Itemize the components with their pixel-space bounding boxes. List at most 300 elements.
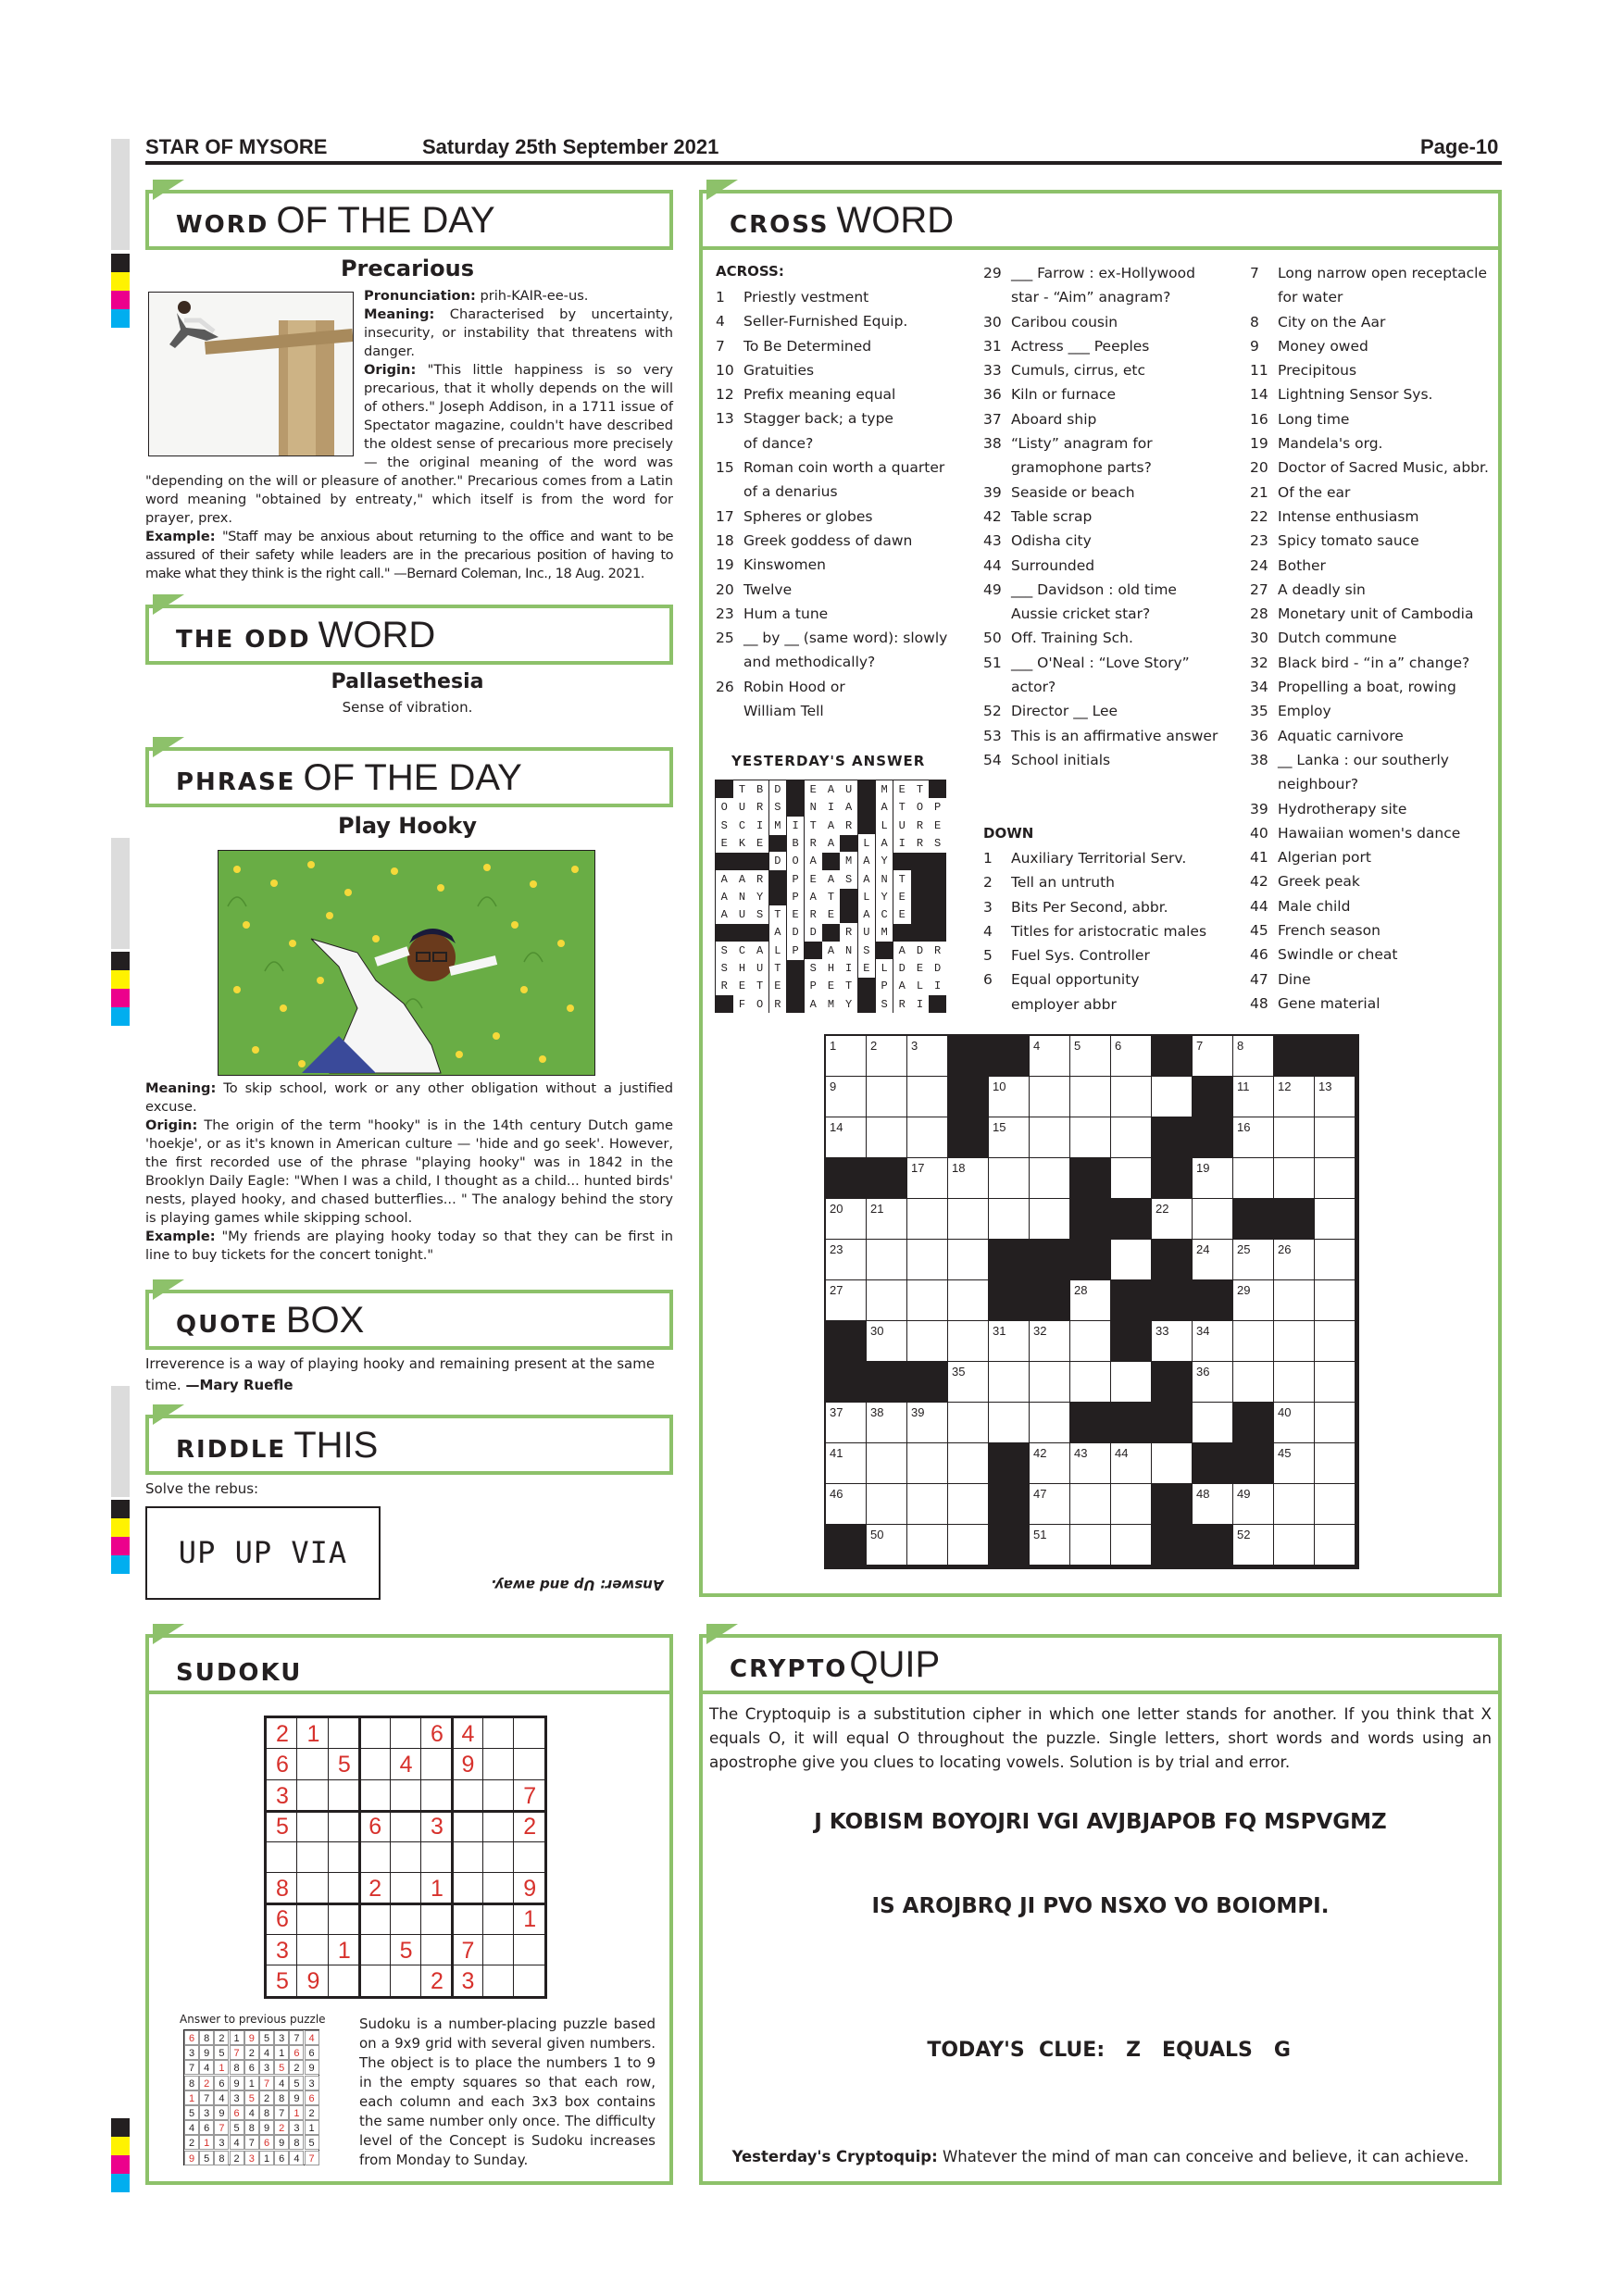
- sudoku-cell[interactable]: 6: [276, 1906, 289, 1933]
- sudoku-cell[interactable]: 6: [369, 1814, 382, 1841]
- crossword-cell[interactable]: 14: [826, 1117, 866, 1157]
- sudoku-cell[interactable]: [329, 1718, 360, 1750]
- crossword-cell[interactable]: 42: [1030, 1443, 1069, 1483]
- crossword-cell[interactable]: [1070, 1484, 1110, 1524]
- yesterday-cell: A: [822, 834, 840, 853]
- crossword-cell[interactable]: 33: [1152, 1321, 1192, 1361]
- crossword-cell[interactable]: 36: [1193, 1362, 1232, 1402]
- sudoku-cell[interactable]: 6: [276, 1752, 289, 1778]
- clue-row: [983, 310, 1218, 334]
- sudoku-cell[interactable]: [391, 1965, 422, 1997]
- sudoku-cell[interactable]: [514, 1718, 545, 1750]
- crossword-cell[interactable]: 13: [1315, 1077, 1355, 1117]
- yesterday-cell: P: [787, 942, 805, 960]
- sudoku-cell[interactable]: [391, 1873, 422, 1904]
- clue-number: 42: [983, 507, 1002, 525]
- sudoku-cell[interactable]: 2: [369, 1876, 382, 1902]
- yesterday-cell: R: [751, 870, 768, 889]
- sudoku-cell[interactable]: 2: [276, 1721, 289, 1747]
- crossword-cell[interactable]: [948, 1484, 988, 1524]
- crossword-cell[interactable]: 38: [867, 1403, 906, 1442]
- sudoku-cell[interactable]: 7: [523, 1782, 537, 1809]
- crossword-cell[interactable]: 39: [907, 1403, 947, 1442]
- crossword-cell[interactable]: [989, 1199, 1029, 1239]
- sudoku-cell[interactable]: [421, 1749, 453, 1780]
- quote-title: QUOTE BOX: [176, 1300, 365, 1341]
- sudoku-cell[interactable]: [297, 1903, 329, 1935]
- crossword-cell[interactable]: 7: [1193, 1036, 1232, 1076]
- crossword-cell[interactable]: [1070, 1117, 1110, 1157]
- sudoku-cell[interactable]: [391, 1842, 422, 1874]
- crossword-cell[interactable]: 48: [1193, 1484, 1232, 1524]
- crossword-cell[interactable]: 34: [1193, 1321, 1232, 1361]
- crossword-cell[interactable]: [1233, 1362, 1273, 1402]
- sudoku-cell[interactable]: [452, 1811, 483, 1842]
- crossword-cell[interactable]: 27: [826, 1280, 866, 1320]
- crossword-cell[interactable]: [948, 1443, 988, 1483]
- sudoku-cell[interactable]: [391, 1903, 422, 1935]
- crossword-cell[interactable]: 16: [1233, 1117, 1273, 1157]
- crossword-cell[interactable]: 5: [1070, 1036, 1110, 1076]
- crossword-cell[interactable]: 52: [1233, 1525, 1273, 1565]
- clue-number: 2: [983, 874, 993, 892]
- crossword-cell[interactable]: 44: [1111, 1443, 1151, 1483]
- clue-text: Long time: [1278, 410, 1350, 428]
- register-mark: [111, 1500, 130, 1518]
- clue-number: 20: [716, 580, 734, 598]
- crossword-grid[interactable]: [824, 1034, 1359, 1569]
- sudoku-cell[interactable]: 4: [461, 1721, 475, 1747]
- crossword-cell[interactable]: 29: [1233, 1280, 1273, 1320]
- yesterday-cell: M: [822, 995, 840, 1014]
- sudoku-cell[interactable]: [329, 1842, 360, 1874]
- previous-answer-cell: 1: [199, 2135, 214, 2150]
- sudoku-cell[interactable]: [359, 1935, 391, 1966]
- sudoku-cell[interactable]: 3: [276, 1782, 289, 1809]
- crossword-cell[interactable]: 15: [989, 1117, 1029, 1157]
- clue-text: Black bird - “in a” change?: [1278, 654, 1470, 671]
- yesterday-cell: D: [929, 959, 946, 978]
- crossword-cell[interactable]: [1111, 1484, 1151, 1524]
- yesterday-cell: A: [733, 870, 751, 889]
- sudoku-cell[interactable]: [297, 1811, 329, 1842]
- crossword-cell[interactable]: 11: [1233, 1077, 1273, 1117]
- paper-name: STAR OF MYSORE: [145, 135, 328, 158]
- sudoku-cell[interactable]: 2: [431, 1968, 443, 1995]
- sudoku-cell[interactable]: 5: [276, 1814, 289, 1841]
- clue-number: 38: [983, 435, 1002, 453]
- sudoku-cell[interactable]: [514, 1842, 545, 1874]
- clue-row: [716, 334, 947, 358]
- crossword-cell[interactable]: [1030, 1199, 1069, 1239]
- clue-row: [1250, 821, 1489, 845]
- crossword-cell[interactable]: [989, 1362, 1029, 1402]
- yesterday-cell: U: [893, 817, 911, 835]
- crossword-cell[interactable]: [1274, 1362, 1314, 1402]
- crossword-cell[interactable]: [867, 1240, 906, 1279]
- crossword-cell[interactable]: [1030, 1403, 1069, 1442]
- sudoku-cell[interactable]: [421, 1780, 453, 1812]
- clue-number: 26: [716, 678, 734, 695]
- crossword-cell[interactable]: 24: [1193, 1240, 1232, 1279]
- crossword-cell[interactable]: [1070, 1525, 1110, 1565]
- sudoku-cell[interactable]: [421, 1903, 453, 1935]
- crossword-cell[interactable]: [1315, 1117, 1355, 1157]
- crossword-cell[interactable]: 26: [1274, 1240, 1314, 1279]
- yesterday-cell: L: [876, 959, 893, 978]
- crossword-cell[interactable]: [1111, 1117, 1151, 1157]
- previous-answer-cell: 7: [214, 2120, 229, 2135]
- previous-answer-cell: 1: [289, 2105, 304, 2120]
- clue-text: Intense enthusiasm: [1278, 507, 1419, 525]
- rebus-box: [145, 1506, 381, 1600]
- clue-text: ___ Farrow : ex-Hollywood: [1011, 265, 1195, 281]
- yesterday-cell: E: [822, 905, 840, 924]
- clue-row: [716, 553, 947, 577]
- crossword-cell[interactable]: 30: [867, 1321, 906, 1361]
- yesterday-cell: A: [840, 798, 857, 817]
- crossword-cell[interactable]: 22: [1152, 1199, 1192, 1239]
- sudoku-cell[interactable]: [483, 1780, 515, 1812]
- sudoku-cell[interactable]: [297, 1873, 329, 1904]
- previous-answer-cell: 2: [244, 2045, 259, 2060]
- yesterday-cell: P: [787, 870, 805, 889]
- clue-number: 49: [983, 580, 1002, 598]
- crossword-cell[interactable]: [1274, 1321, 1314, 1361]
- clue-text: Equal opportunity: [1011, 971, 1140, 989]
- clue-text: Spicy tomato sauce: [1278, 532, 1419, 550]
- yesterday-cell: A: [805, 888, 822, 906]
- crossword-cell[interactable]: [1233, 1158, 1273, 1198]
- crossword-cell[interactable]: [867, 1117, 906, 1157]
- yesterday-cell: P: [805, 977, 822, 995]
- sudoku-cell[interactable]: [391, 1811, 422, 1842]
- sudoku-cell[interactable]: 3: [461, 1968, 475, 1995]
- crossword-cell[interactable]: [1193, 1199, 1232, 1239]
- crossword-cell[interactable]: 10: [989, 1077, 1029, 1117]
- crossword-cell[interactable]: [867, 1280, 906, 1320]
- sudoku-cell[interactable]: [514, 1935, 545, 1966]
- crossword-cell[interactable]: [1274, 1525, 1314, 1565]
- sudoku-grid[interactable]: [264, 1716, 547, 1999]
- sudoku-cell[interactable]: [483, 1842, 515, 1874]
- crossword-cell[interactable]: [907, 1240, 947, 1279]
- yesterday-cell: A: [858, 852, 876, 870]
- clue-number: 6: [983, 971, 993, 989]
- crossword-cell[interactable]: [948, 1280, 988, 1320]
- sudoku-cell[interactable]: 7: [461, 1937, 475, 1964]
- previous-answer-cell: 3: [184, 2045, 199, 2060]
- crossword-cell[interactable]: 50: [867, 1525, 906, 1565]
- crossword-cell[interactable]: [948, 1403, 988, 1442]
- crossword-cell[interactable]: [1193, 1403, 1232, 1442]
- sudoku-cell[interactable]: [267, 1842, 298, 1874]
- crossword-cell[interactable]: [907, 1117, 947, 1157]
- crossword-cell[interactable]: [1152, 1077, 1192, 1117]
- sudoku-cell[interactable]: [329, 1780, 360, 1812]
- sudoku-cell[interactable]: 1: [337, 1937, 351, 1964]
- crossword-cell[interactable]: [1070, 1077, 1110, 1117]
- crossword-cell[interactable]: [907, 1321, 947, 1361]
- crossword-cell[interactable]: [1315, 1525, 1355, 1565]
- yesterday-cell: E: [911, 959, 929, 978]
- clue-row: [983, 626, 1218, 650]
- yesterday-cell: S: [716, 959, 733, 978]
- crossword-cell[interactable]: 23: [826, 1240, 866, 1279]
- crossword-cell[interactable]: 6: [1111, 1036, 1151, 1076]
- crossword-cell[interactable]: 35: [948, 1362, 988, 1402]
- crossword-cell[interactable]: 8: [1233, 1036, 1273, 1076]
- clue-text: ___ O'Neal : “Love Story”: [1011, 654, 1190, 671]
- crossword-cell[interactable]: [1315, 1403, 1355, 1442]
- sudoku-cell[interactable]: [452, 1873, 483, 1904]
- yesterday-cell: M: [876, 923, 893, 942]
- yesterday-cell: C: [733, 942, 751, 960]
- sudoku-cell[interactable]: [483, 1749, 515, 1780]
- clue-row: [1250, 772, 1489, 796]
- clue-text: Dine: [1278, 970, 1311, 988]
- crossword-cell[interactable]: [867, 1443, 906, 1483]
- crossword-cell[interactable]: [1152, 1443, 1192, 1483]
- crossword-cell[interactable]: 32: [1030, 1321, 1069, 1361]
- crossword-cell[interactable]: [948, 1525, 988, 1565]
- crossword-cell[interactable]: [1315, 1443, 1355, 1483]
- crossword-cell[interactable]: [907, 1484, 947, 1524]
- crossword-cell[interactable]: 41: [826, 1443, 866, 1483]
- yesterday-cell: N: [733, 888, 751, 906]
- crossword-cell[interactable]: [1030, 1117, 1069, 1157]
- clue-row: [1250, 918, 1489, 942]
- yesterday-cell: Y: [751, 888, 768, 906]
- crossword-cell[interactable]: [989, 1403, 1029, 1442]
- crossword-cell[interactable]: 12: [1274, 1077, 1314, 1117]
- crossword-cell[interactable]: [1111, 1077, 1151, 1117]
- sudoku-cell[interactable]: [483, 1935, 515, 1966]
- clue-text: Gratuities: [743, 361, 815, 379]
- previous-answer-cell: 8: [230, 2060, 244, 2075]
- sudoku-cell[interactable]: [359, 1749, 391, 1780]
- crossword-cell[interactable]: [1274, 1484, 1314, 1524]
- crossword-cell[interactable]: [907, 1077, 947, 1117]
- clue-number: 24: [1250, 556, 1268, 574]
- previous-answer-cell: 1: [184, 2090, 199, 2105]
- crossword-cell[interactable]: 31: [989, 1321, 1029, 1361]
- crossword-cell[interactable]: [1315, 1362, 1355, 1402]
- crossword-cell[interactable]: [1111, 1362, 1151, 1402]
- crossword-cell[interactable]: [1070, 1362, 1110, 1402]
- crossword-cell[interactable]: 28: [1070, 1280, 1110, 1320]
- sudoku-cell[interactable]: 5: [399, 1937, 413, 1964]
- crossword-cell[interactable]: [1274, 1117, 1314, 1157]
- crossword-cell[interactable]: [1233, 1321, 1273, 1361]
- yesterday-cell: D: [769, 780, 787, 799]
- corner-tick: [153, 737, 184, 757]
- yesterday-cell: D: [805, 923, 822, 942]
- crossword-cell[interactable]: [867, 1484, 906, 1524]
- crossword-cell[interactable]: [1070, 1321, 1110, 1361]
- clue-row: [1250, 894, 1489, 918]
- clue-text: star - “Aim” anagram?: [1011, 289, 1171, 306]
- sudoku-cell[interactable]: 9: [523, 1876, 537, 1902]
- sudoku-cell[interactable]: 9: [461, 1752, 475, 1778]
- crossword-cell[interactable]: [1274, 1158, 1314, 1198]
- sudoku-cell[interactable]: 2: [523, 1814, 537, 1841]
- crossword-cell[interactable]: [907, 1280, 947, 1320]
- crossword-cell[interactable]: [1315, 1484, 1355, 1524]
- crossword-cell[interactable]: 49: [1233, 1484, 1273, 1524]
- register-mark: [111, 1555, 130, 1574]
- yesterday-cell: B: [787, 834, 805, 853]
- sudoku-cell[interactable]: 5: [337, 1752, 351, 1778]
- crossword-cell[interactable]: 47: [1030, 1484, 1069, 1524]
- sudoku-cell[interactable]: [359, 1903, 391, 1935]
- sudoku-cell[interactable]: [329, 1873, 360, 1904]
- crossword-cell[interactable]: [989, 1158, 1029, 1198]
- yesterday-cell: R: [911, 817, 929, 835]
- crossword-cell[interactable]: [948, 1199, 988, 1239]
- across-heading: ACROSS:: [716, 263, 784, 280]
- sudoku-cell[interactable]: [359, 1780, 391, 1812]
- yesterday-cell: P: [929, 798, 946, 817]
- yesterday-cell: R: [716, 977, 733, 995]
- clue-number: 36: [1250, 727, 1268, 744]
- sudoku-cell[interactable]: 3: [431, 1814, 443, 1841]
- crossword-cell[interactable]: [907, 1443, 947, 1483]
- sudoku-cell[interactable]: 8: [276, 1876, 289, 1902]
- crossword-cell[interactable]: 43: [1070, 1443, 1110, 1483]
- previous-answer-cell: 1: [244, 2076, 259, 2090]
- yesterday-cell: K: [733, 834, 751, 853]
- crossword-cell[interactable]: [1030, 1077, 1069, 1117]
- crossword-cell[interactable]: 3: [907, 1036, 947, 1076]
- sudoku-cell[interactable]: [483, 1965, 515, 1997]
- yesterday-cell: E: [716, 834, 733, 853]
- register-mark: [111, 952, 130, 970]
- previous-answer-cell: 9: [244, 2030, 259, 2045]
- crossword-cell[interactable]: 51: [1030, 1525, 1069, 1565]
- sudoku-cell[interactable]: [359, 1718, 391, 1750]
- sudoku-cell[interactable]: 9: [306, 1968, 320, 1995]
- crossword-cell[interactable]: 9: [826, 1077, 866, 1117]
- yesterday-cell: S: [929, 834, 946, 853]
- sudoku-cell[interactable]: 1: [431, 1876, 443, 1902]
- sudoku-cell[interactable]: 1: [306, 1721, 320, 1747]
- sudoku-cell[interactable]: [483, 1811, 515, 1842]
- clue-text: A deadly sin: [1278, 580, 1366, 598]
- crossword-cell[interactable]: [907, 1199, 947, 1239]
- crossword-cell[interactable]: 46: [826, 1484, 866, 1524]
- word-of-day-word: Precarious: [340, 256, 475, 281]
- sudoku-cell[interactable]: [452, 1780, 483, 1812]
- sudoku-cell[interactable]: [329, 1965, 360, 1997]
- crossword-cell[interactable]: [1111, 1158, 1151, 1198]
- sudoku-cell[interactable]: [359, 1842, 391, 1874]
- sudoku-cell[interactable]: 5: [276, 1968, 289, 1995]
- crossword-cell[interactable]: 21: [867, 1199, 906, 1239]
- sudoku-cell[interactable]: [297, 1780, 329, 1812]
- clue-number: 7: [1250, 265, 1259, 281]
- crossword-cell[interactable]: [948, 1240, 988, 1279]
- crossword-cell[interactable]: 2: [867, 1036, 906, 1076]
- crossword-cell[interactable]: 19: [1193, 1158, 1232, 1198]
- sudoku-cell[interactable]: 6: [431, 1721, 443, 1747]
- previous-answer-cell: 3: [230, 2090, 244, 2105]
- clue-number: 18: [716, 531, 734, 549]
- sudoku-cell[interactable]: [297, 1935, 329, 1966]
- sudoku-cell[interactable]: [514, 1749, 545, 1780]
- sudoku-cell[interactable]: [514, 1965, 545, 1997]
- crossword-cell[interactable]: [1315, 1280, 1355, 1320]
- crossword-cell[interactable]: [1315, 1158, 1355, 1198]
- crossword-cell[interactable]: 37: [826, 1403, 866, 1442]
- sudoku-cell[interactable]: [391, 1780, 422, 1812]
- crossword-cell[interactable]: [1111, 1240, 1151, 1279]
- crossword-cell[interactable]: [948, 1321, 988, 1361]
- clue-text: and methodically?: [743, 654, 876, 671]
- crossword-cell[interactable]: 1: [826, 1036, 866, 1076]
- crossword-cell[interactable]: [1111, 1525, 1151, 1565]
- previous-answer-cell: 7: [230, 2045, 244, 2060]
- clue-number: 47: [1250, 970, 1268, 988]
- crossword-cell[interactable]: [907, 1525, 947, 1565]
- sudoku-cell[interactable]: 3: [276, 1937, 289, 1964]
- yesterday-cell: S: [840, 870, 857, 889]
- sudoku-cell[interactable]: [483, 1718, 515, 1750]
- sudoku-cell[interactable]: [421, 1935, 453, 1966]
- sudoku-cell[interactable]: [297, 1749, 329, 1780]
- yesterday-cell: N: [876, 870, 893, 889]
- sudoku-cell[interactable]: [329, 1903, 360, 1935]
- sudoku-cell[interactable]: [483, 1873, 515, 1904]
- crossword-cell[interactable]: [1030, 1362, 1069, 1402]
- clue-number: 34: [1250, 679, 1268, 696]
- yesterday-cell: R: [911, 834, 929, 853]
- crossword-cell[interactable]: 17: [907, 1158, 947, 1198]
- sudoku-cell[interactable]: [421, 1842, 453, 1874]
- clue-number: 27: [1250, 580, 1268, 598]
- previous-answer-cell: 4: [184, 2120, 199, 2135]
- sudoku-cell[interactable]: [452, 1903, 483, 1935]
- crossword-cell[interactable]: [1274, 1280, 1314, 1320]
- crossword-cell[interactable]: [1315, 1199, 1355, 1239]
- crossword-cell[interactable]: 25: [1233, 1240, 1273, 1279]
- sudoku-cell[interactable]: 1: [523, 1906, 537, 1933]
- sudoku-cell[interactable]: [391, 1718, 422, 1750]
- previous-answer-cell: 3: [199, 2105, 214, 2120]
- crossword-cell[interactable]: 18: [948, 1158, 988, 1198]
- sudoku-cell[interactable]: [359, 1965, 391, 1997]
- sudoku-description: Sudoku is a number-placing puzzle based on a 9x9 grid with several given numbers. The object is to place the numbers 1 to 9 in the empty squares so that each row, each column and each 3x3 box contains the same number only once. The difficulty level of the Concept is Sudoku increases from Monday to Sunday.: [359, 2015, 656, 2168]
- previous-answer-cell: 9: [214, 2105, 229, 2120]
- clue-text: Dutch commune: [1278, 630, 1397, 647]
- crossword-cell[interactable]: 40: [1274, 1403, 1314, 1442]
- sudoku-cell[interactable]: [297, 1842, 329, 1874]
- crossword-cell[interactable]: 20: [826, 1199, 866, 1239]
- sudoku-cell[interactable]: [329, 1811, 360, 1842]
- crossword-cell[interactable]: [1030, 1158, 1069, 1198]
- clue-text: for water: [1278, 289, 1343, 306]
- crossword-cell[interactable]: [1315, 1321, 1355, 1361]
- crossword-cell[interactable]: 45: [1274, 1443, 1314, 1483]
- sudoku-cell[interactable]: 4: [399, 1752, 413, 1778]
- yesterday-cell: R: [751, 798, 768, 817]
- crossword-cell[interactable]: [867, 1077, 906, 1117]
- yesterday-cell: R: [769, 995, 787, 1014]
- crossword-cell[interactable]: [1315, 1240, 1355, 1279]
- sudoku-cell[interactable]: [452, 1842, 483, 1874]
- crossword-cell[interactable]: 4: [1030, 1036, 1069, 1076]
- sudoku-cell[interactable]: [483, 1903, 515, 1935]
